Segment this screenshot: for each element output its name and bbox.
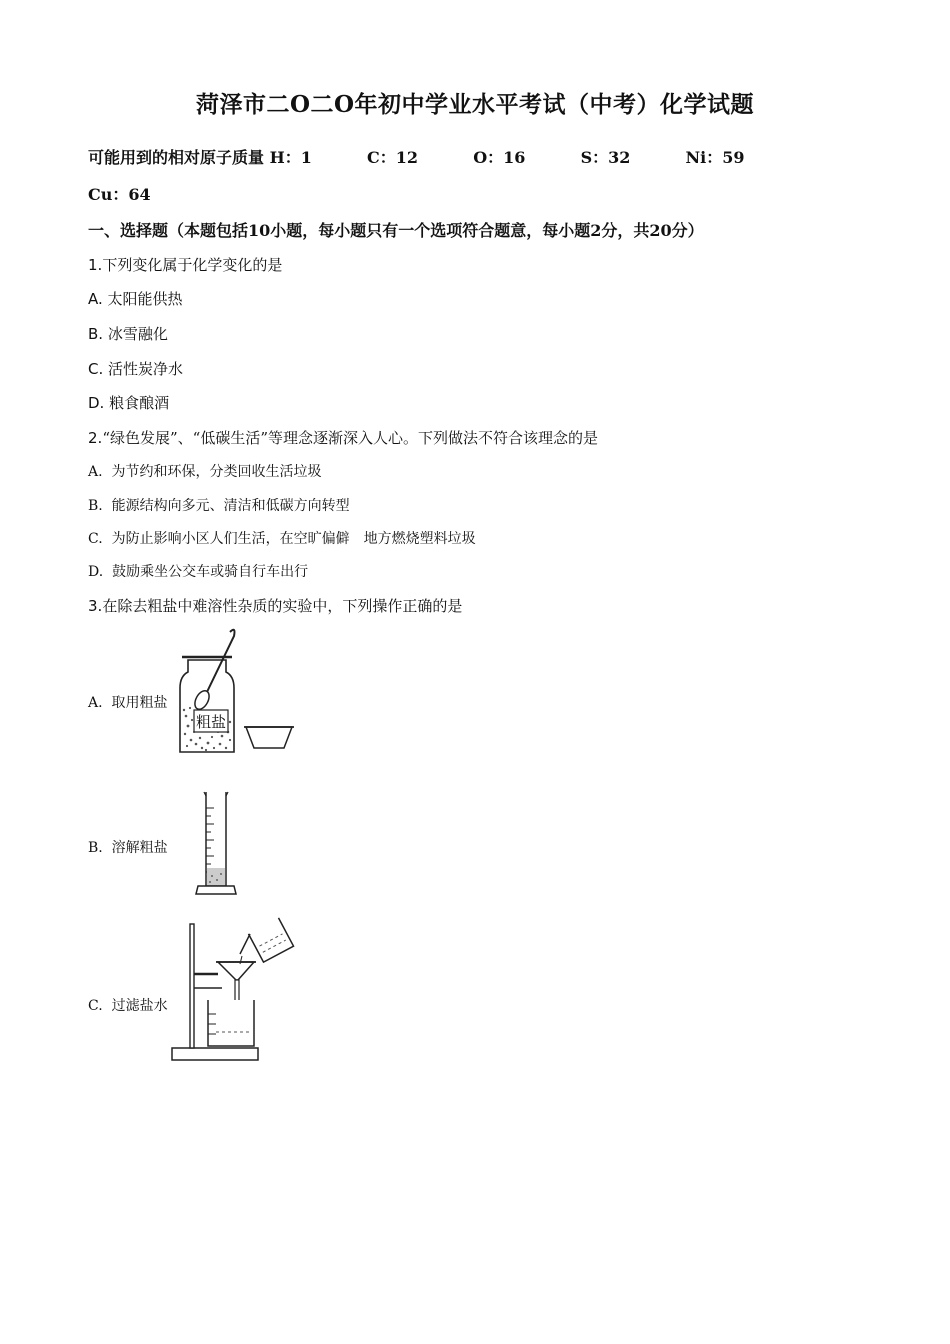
figure-graduated-cylinder bbox=[192, 790, 242, 898]
q1-option-a: A. 太阳能供热 bbox=[88, 290, 183, 308]
question-number: 2. bbox=[88, 429, 103, 447]
question-1 bbox=[88, 254, 282, 275]
atomic-mass-s: S：32 bbox=[580, 148, 631, 167]
exam-title: 菏泽市二O二O年初中学业水平考试（中考）化学试题 bbox=[195, 91, 755, 118]
q1-option-c: C. 活性炭净水 bbox=[88, 360, 184, 378]
question-stem: 在除去粗盐中难溶性杂质的实验中，下列操作正确的是 bbox=[102, 597, 463, 615]
figure-filtration-setup bbox=[170, 914, 298, 1064]
atomic-mass-ni: Ni：59 bbox=[685, 148, 745, 167]
atomic-mass-cu: Cu：64 bbox=[88, 185, 151, 204]
q2-option-d: D. 鼓励乘坐公交车或骑自行车出行 bbox=[88, 564, 309, 580]
q3-option-a: A. 取用粗盐 bbox=[88, 695, 168, 711]
atomic-mass-c: C：12 bbox=[367, 148, 419, 167]
question-3 bbox=[88, 595, 462, 616]
figure-jar-spoon bbox=[176, 624, 296, 760]
question-2 bbox=[88, 427, 598, 448]
atomic-mass-o: O：16 bbox=[473, 148, 526, 167]
q2-option-c: C. 为防止影响小区人们生活，在空旷偏僻 地方燃烧塑料垃圾 bbox=[88, 531, 476, 547]
question-stem: “绿色发展”、“低碳生活”等理念逐渐深入人心。下列做法不符合该理念的是 bbox=[102, 429, 598, 447]
question-number: 1. bbox=[88, 256, 103, 274]
atomic-mass-line bbox=[88, 145, 745, 168]
q2-option-a: A. 为节约和环保，分类回收生活垃圾 bbox=[88, 464, 322, 480]
jar-label: 粗盐 bbox=[195, 713, 227, 731]
question-number: 3. bbox=[88, 597, 103, 615]
q3-option-c: C. 过滤盐水 bbox=[88, 998, 168, 1014]
q1-option-d: D. 粮食酿酒 bbox=[88, 394, 170, 412]
section-heading: 一、选择题（本题包括10小题，每小题只有一个选项符合题意，每小题2分，共20分） bbox=[88, 221, 704, 240]
q2-option-b: B. 能源结构向多元、清洁和低碳方向转型 bbox=[88, 498, 350, 514]
atomic-mass-h: H：1 bbox=[269, 148, 312, 167]
q1-option-b: B. 冰雪融化 bbox=[88, 325, 168, 343]
q3-option-b: B. 溶解粗盐 bbox=[88, 840, 168, 856]
question-stem: 下列变化属于化学变化的是 bbox=[102, 256, 283, 274]
atomic-mass-prefix: 可能用到的相对原子质量 bbox=[88, 148, 265, 167]
